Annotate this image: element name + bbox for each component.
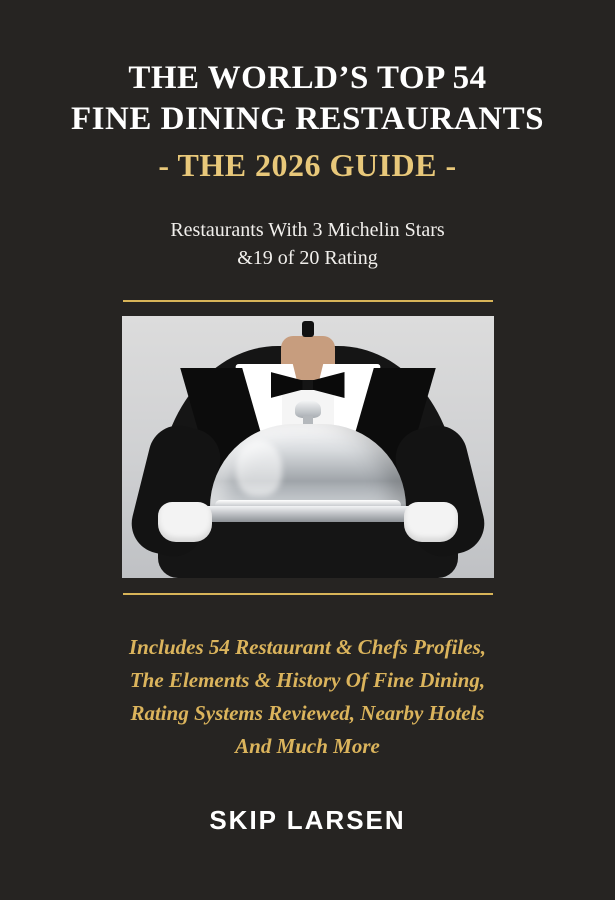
- bowtie-knot: [302, 321, 314, 337]
- title-line-1: THE WORLD’S TOP 54: [128, 60, 487, 96]
- white-glove-right: [404, 502, 458, 542]
- bowtie-icon: [271, 372, 345, 398]
- blurb-line-3: Rating Systems Reviewed, Nearby Hotels: [130, 701, 485, 725]
- cloche-highlight: [236, 440, 282, 496]
- author-name: SKIP LARSEN: [209, 805, 406, 835]
- serving-tray: [193, 506, 423, 522]
- subtitle-line-1: Restaurants With 3 Michelin Stars: [170, 219, 445, 241]
- blurb-line-4: And Much More: [235, 734, 380, 758]
- blurb-line-2: The Elements & History Of Fine Dining,: [129, 668, 486, 692]
- blurb-line-1: Includes 54 Restaurant & Chefs Profiles,: [128, 635, 487, 659]
- title-block: [0, 58, 615, 186]
- divider-bottom: [123, 593, 493, 595]
- subtitle-line-2: &19 of 20 Rating: [237, 247, 378, 269]
- title-accent-line: - THE 2026 GUIDE -: [158, 147, 457, 183]
- cover-photo: [122, 316, 494, 578]
- subtitle-block: [0, 216, 615, 272]
- title-line-2: FINE DINING RESTAURANTS: [71, 101, 544, 137]
- divider-top: [123, 300, 493, 302]
- white-glove-left: [158, 502, 212, 542]
- blurb-block: [93, 631, 523, 763]
